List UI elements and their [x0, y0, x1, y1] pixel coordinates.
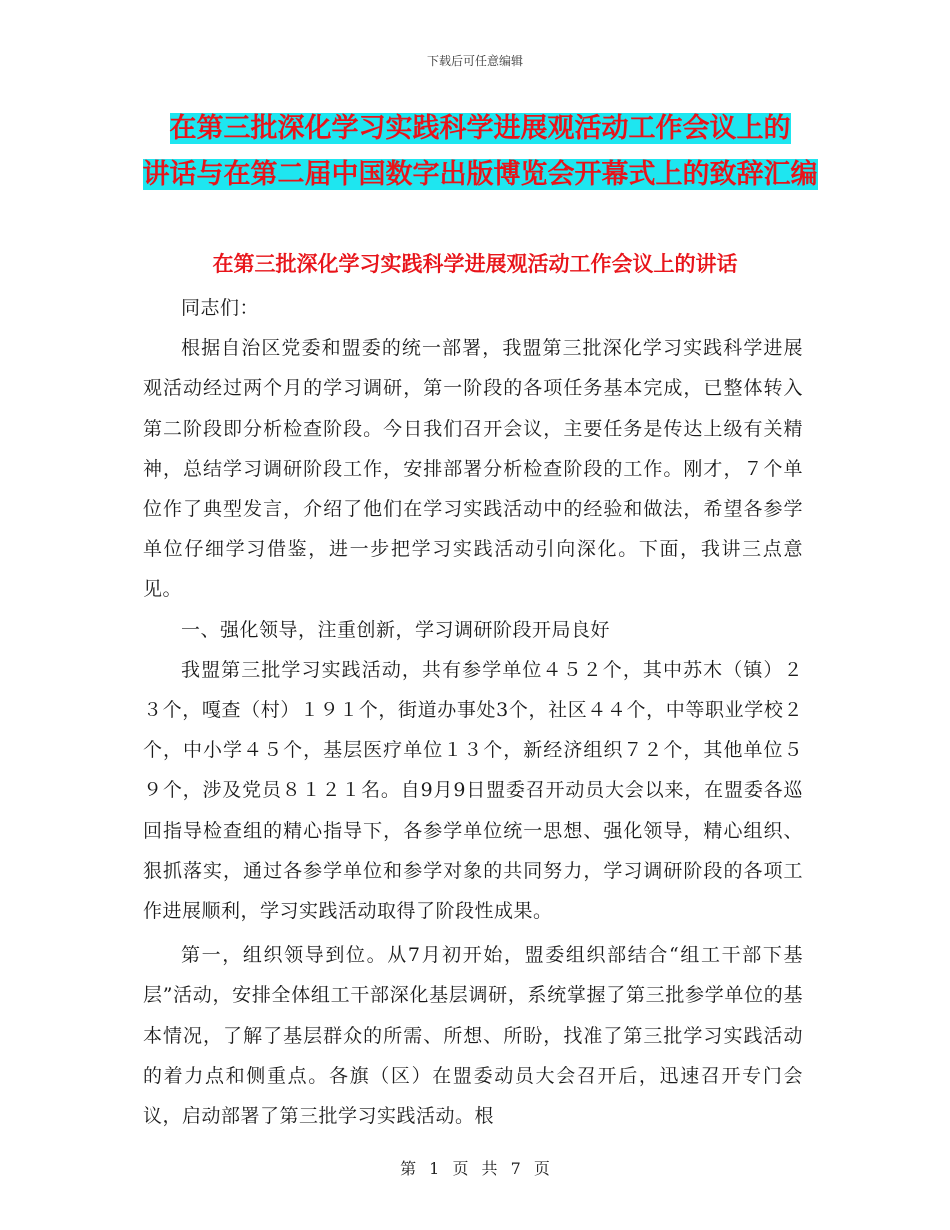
- document-title-line-1: 在第三批深化学习实践科学进展观活动工作会议上的: [169, 113, 791, 144]
- page-number: 第 1 页 共 7 页: [400, 1159, 550, 1178]
- body-paragraph: 根据自治区党委和盟委的统一部署，我盟第三批深化学习实践科学进展观活动经过两个月的学习调研，第一阶段的各项任务基本完成，已整体转入第二阶段即分析检查阶段。今日我们召开会议，主要任务是传达上级有关精神，总结学习调研阶段工作，安排部署分析检查阶段的工作。刚才，７个单位作了典型发言，介绍了他们在学习实践活动中的经验和做法，希望各参学单位仔细学习借鉴，进一步把学习实践活动引向深化。下面，我讲三点意见。: [143, 337, 803, 601]
- salutation-paragraph: 同志们：: [181, 297, 260, 319]
- section-heading: 一、强化领导，注重创新，学习调研阶段开局良好: [181, 618, 611, 641]
- body-paragraph: 我盟第三批学习实践活动，共有参学单位４５２个，其中苏木（镇）２３个，嘎查（村）１９１个，街道办事处3个，社区４４个，中等职业学校２个，中小学４５个，基层医疗单位１３个，新经济组织７２个，其他单位５９个，涉及党员８１２１名。自9月9日盟委召开动员大会以来，在盟委各巡回指导检查组的精心指导下，各参学单位统一思想、强化领导，精心组织、狠抓落实，通过各参学单位和参学对象的共同努力，学习调研阶段的各项工作进展顺利，学习实践活动取得了阶段性成果。: [143, 658, 803, 923]
- speech-title: 在第三批深化学习实践科学进展观活动工作会议上的讲话: [212, 251, 738, 276]
- body-paragraph: 第一，组织领导到位。从7月初开始，盟委组织部结合“组工干部下基层”活动，安排全体组工干部深化基层调研，系统掌握了第三批参学单位的基本情况，了解了基层群众的所需、所想、所盼，找准了第三批学习实践活动的着力点和侧重点。各旗（区）在盟委动员大会召开后，迅速召开专门会议，启动部署了第三批学习实践活动。根: [143, 944, 803, 1128]
- document-title-line-2: 讲话与在第二届中国数字出版博览会开幕式上的致辞汇编: [142, 159, 818, 190]
- speech-body: [143, 288, 803, 1136]
- header-note: 下载后可任意编辑: [426, 54, 523, 68]
- document-title: [140, 106, 820, 198]
